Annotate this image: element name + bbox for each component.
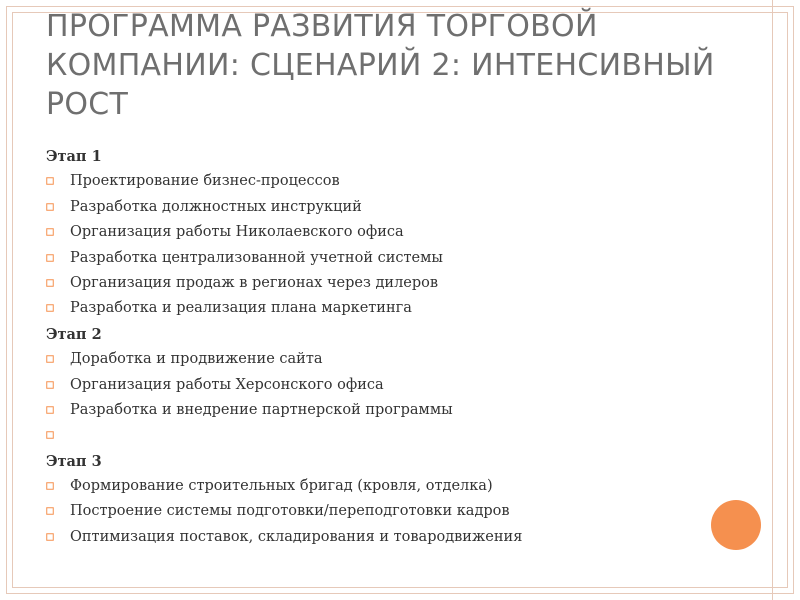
square-bullet-icon [46,381,54,389]
square-bullet-icon [46,228,54,236]
list-item-text: Формирование строительных бригад (кровля, отделка) [70,478,493,495]
square-bullet-icon [46,406,54,414]
square-bullet-icon [46,203,54,211]
list-item-text: Организация работы Херсонского офиса [70,376,384,393]
list-item [46,373,746,398]
list-item-text: Разработка должностных инструкций [70,198,362,215]
list-item [46,271,746,296]
slide-title: ПРОГРАММА РАЗВИТИЯ ТОРГОВОЙ КОМПАНИИ: СЦЕНАРИЙ 2: ИНТЕНСИВНЫЙ РОСТ [46,9,715,122]
list-item-text: Организация работы Николаевского офиса [70,224,404,241]
square-bullet-icon [46,431,54,439]
list-item [46,195,746,220]
square-bullet-icon [46,355,54,363]
list-item [46,398,746,423]
stage-label: Этап 1 [46,148,102,165]
list-item-text: Проектирование бизнес-процессов [70,173,340,190]
list-item-text: Разработка централизованной учетной системы [70,249,443,266]
accent-circle [711,500,761,550]
square-bullet-icon [46,254,54,262]
square-bullet-icon [46,533,54,541]
list-item [46,220,746,245]
list-item [46,347,746,372]
square-bullet-icon [46,507,54,515]
list-item [46,525,746,550]
list-item-text: Разработка и внедрение партнерской программы [70,401,453,418]
list-item-text: Оптимизация поставок, складирования и товародвижения [70,528,523,545]
stage-label: Этап 3 [46,452,102,470]
list-item [46,499,746,524]
stage-heading [46,322,746,347]
list-item-text: Организация продаж в регионах через дилеров [70,274,439,291]
list-item [46,246,746,271]
square-bullet-icon [46,177,54,185]
list-item [46,296,746,321]
slide-content [46,144,746,550]
list-item-text: Разработка и реализация плана маркетинга [70,300,412,317]
list-item [46,169,746,194]
square-bullet-icon [46,482,54,490]
stage-label: Этап 2 [46,325,102,343]
list-item-text: Построение системы подготовки/переподготовки кадров [70,503,510,520]
stage-heading [46,449,746,474]
slide-edge-line [772,0,773,600]
list-item [46,423,746,448]
stage-heading [46,144,746,169]
square-bullet-icon [46,304,54,312]
list-item [46,474,746,499]
square-bullet-icon [46,279,54,287]
list-item-text: Доработка и продвижение сайта [70,351,323,368]
